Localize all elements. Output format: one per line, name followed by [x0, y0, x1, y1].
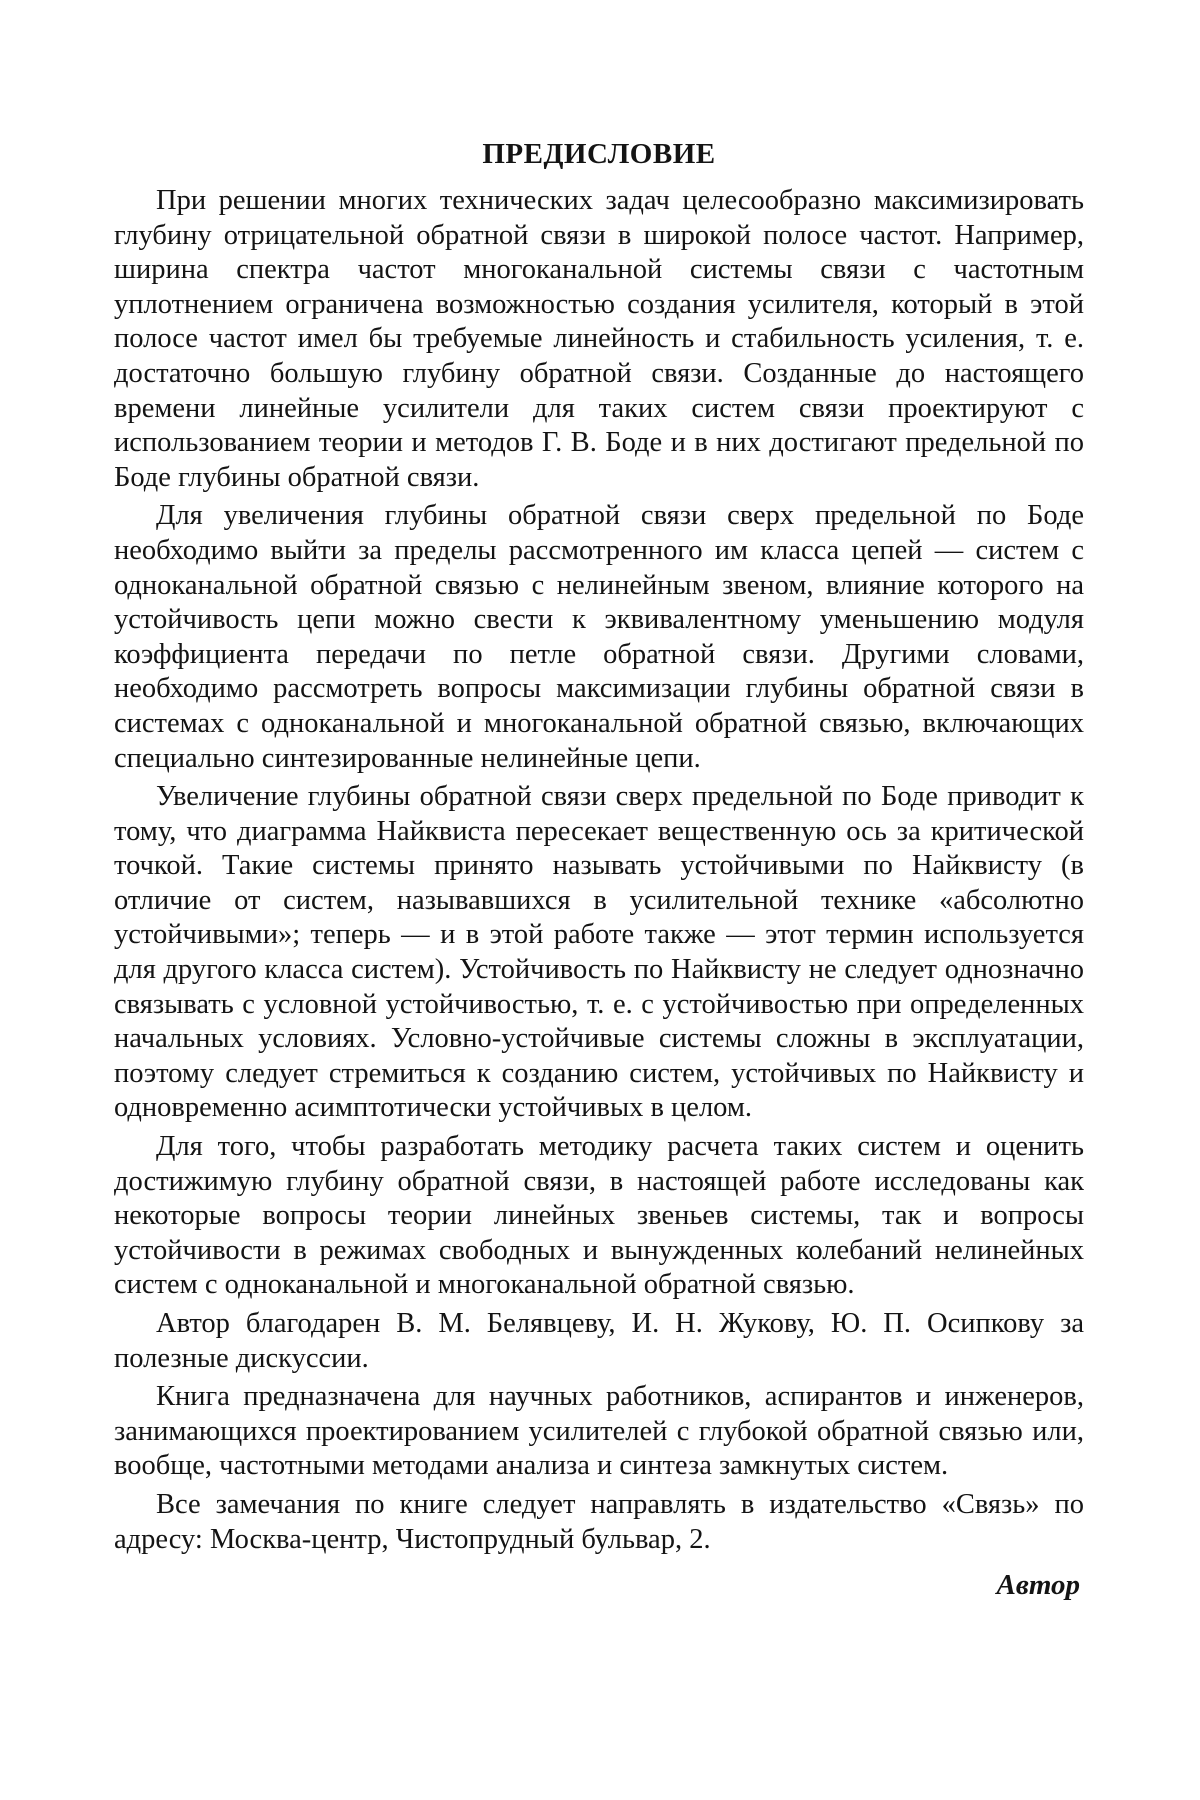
paragraph-2: Для увеличения глубины обратной связи сверх предельной по Боде необходимо выйти за пределы рассмотренного им класса цепей — систем с одноканальной обратной связью с нелинейным звеном, влияние которого на устойчивость цепи можно свести к эквивалентному уменьшению модуля коэффициента передачи по петле обратной связи. Другими словами, необходимо рассмотреть вопросы максимизации глубины обратной связи в системах с одноканальной и многоканальной обратной связью, включающих специально синтезированные нелинейные цепи. [114, 500, 1084, 774]
paragraph-1: При решении многих технических задач целесообразно максимизировать глубину отрицательной обратной связи в широкой полосе частот. Например, ширина спектра частот многоканальной системы связи с частотным уплотнением ограничена возможностью создания усилителя, который в этой полосе частот имел бы требуемые линейность и стабильность усиления, т. е. достаточно большую глубину обратной связи. Созданные до настоящего времени линейные усилители для таких систем связи проектируют с использованием теории и методов Г. В. Боде и в них достигают предельной по Боде глубины обратной связи. [114, 185, 1084, 493]
author-signature: Автор [996, 1569, 1080, 1602]
paragraph-audience: Книга предназначена для научных работников, аспирантов и инженеров, занимающихся проектированием усилителей с глубокой обратной связью или, вообще, частотными методами анализа и синтеза замкнутых систем. [114, 1381, 1084, 1482]
paragraph-acknowledgements: Автор благодарен В. М. Белявцеву, И. Н. Жукову, Ю. П. Осипкову за полезные дискуссии. [114, 1308, 1084, 1374]
preface-text-block [114, 136, 1084, 1602]
paragraph-3: Увеличение глубины обратной связи сверх предельной по Боде приводит к тому, что диаграмма Найквиста пересекает вещественную ось за критической точкой. Такие системы принято называть устойчивыми по Найквисту (в отличие от систем, называвшихся в усилительной технике «абсолютно устойчивыми»; теперь — и в этой работе также — этот термин используется для другого класса систем). Устойчивость по Найквисту не следует однозначно связывать с условной устойчивостью, т. е. с устойчивостью при определенных начальных условиях. Условно-устойчивые системы сложны в эксплуатации, поэтому следует стремиться к созданию систем, устойчивых по Найквисту и одновременно асимптотически устойчивых в целом. [114, 781, 1084, 1124]
paragraph-contact: Все замечания по книге следует направлять в издательство «Связь» по адресу: Москва-центр, Чистопрудный бульвар, 2. [114, 1488, 1084, 1555]
preface-heading: ПРЕДИСЛОВИЕ [482, 138, 716, 170]
paragraph-4: Для того, чтобы разработать методику расчета таких систем и оценить достижимую глубину обратной связи, в настоящей работе исследованы как некоторые вопросы теории линейных звеньев системы, так и вопросы устойчивости в режимах свободных и вынужденных колебаний нелинейных систем с одноканальной и многоканальной обратной связью. [114, 1131, 1084, 1301]
